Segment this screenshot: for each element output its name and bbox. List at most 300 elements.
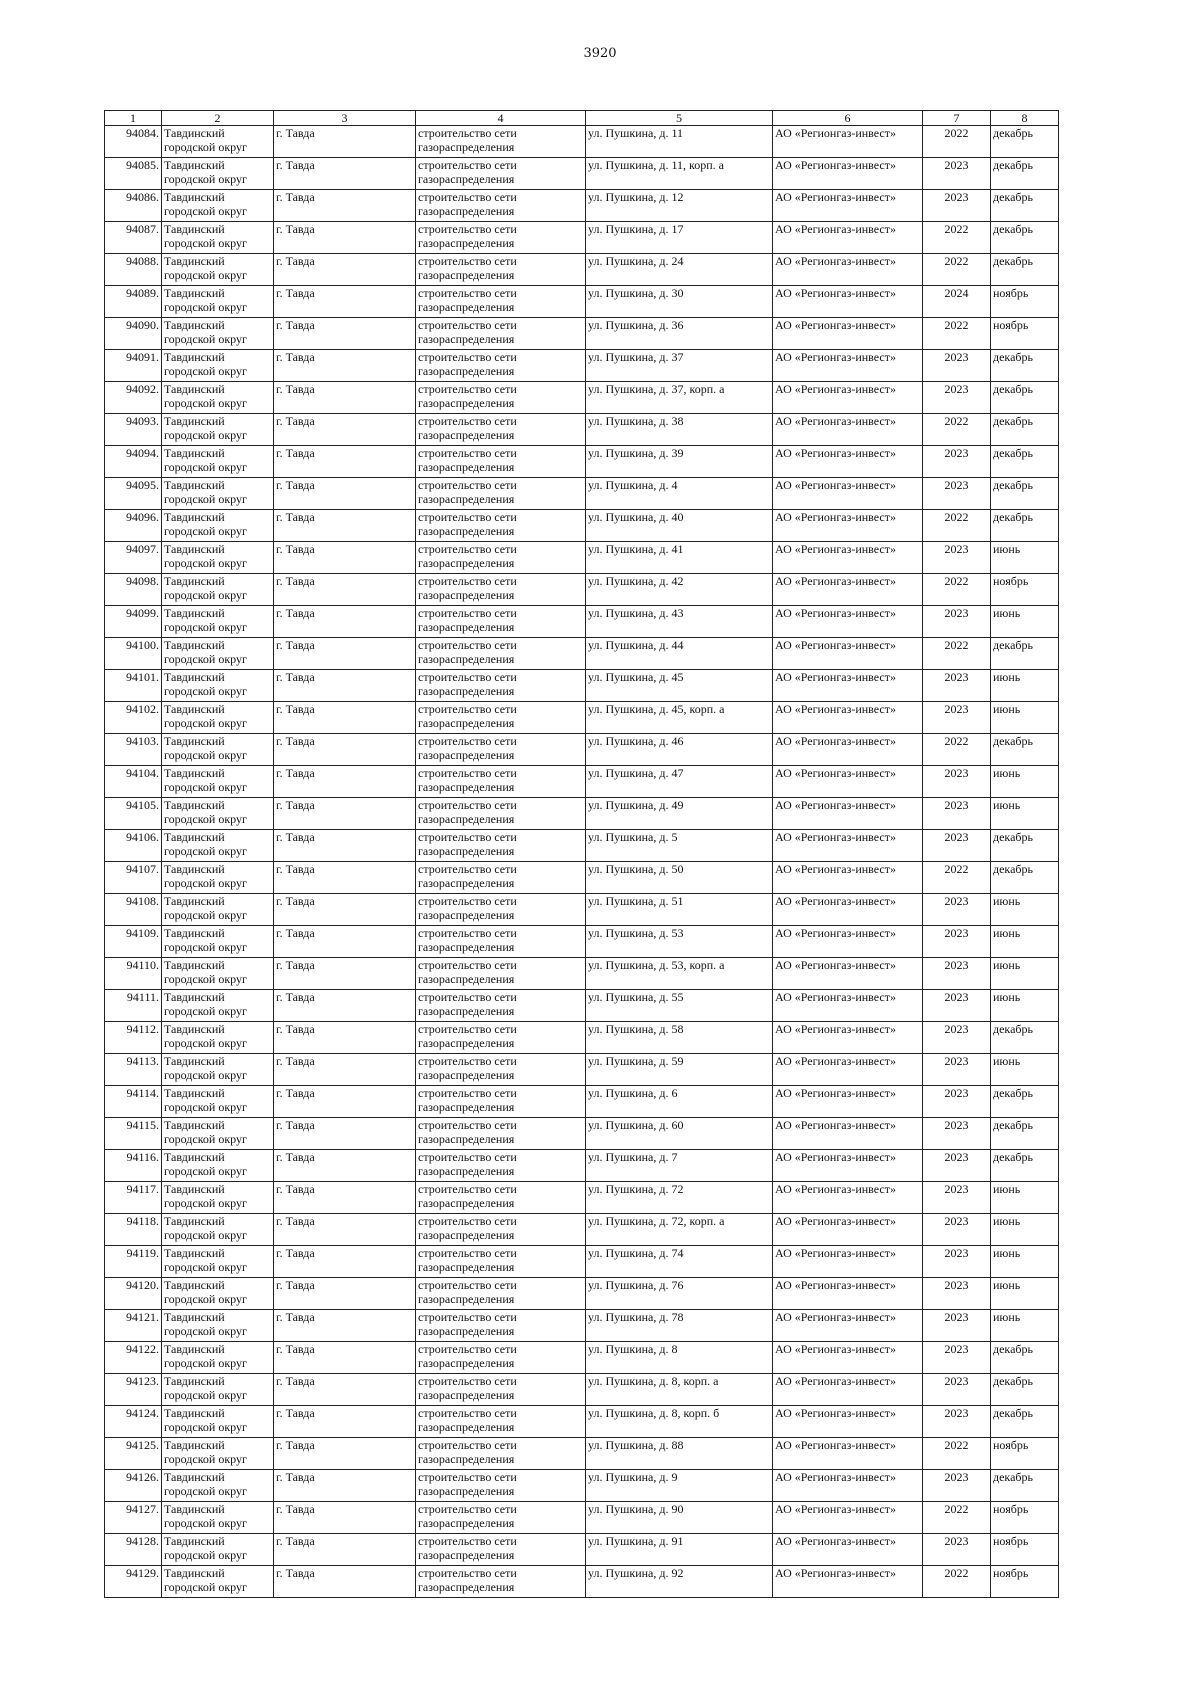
year-cell: 2023	[923, 158, 991, 190]
district-cell	[162, 286, 274, 318]
organization-cell: АО «Регионгаз-инвест»	[773, 1310, 923, 1342]
district-line: городской округ	[164, 780, 247, 794]
locality-cell: г. Тавда	[274, 318, 416, 350]
district-cell	[162, 1022, 274, 1054]
work-type-line: газораспределения	[418, 460, 515, 474]
row-number-cell: 94128.	[105, 1534, 162, 1566]
year-cell: 2022	[923, 126, 991, 158]
locality-cell: г. Тавда	[274, 478, 416, 510]
address-cell: ул. Пушкина, д. 39	[586, 446, 773, 478]
year-cell: 2022	[923, 734, 991, 766]
month-cell: июнь	[991, 1182, 1059, 1214]
organization-cell: АО «Регионгаз-инвест»	[773, 734, 923, 766]
district-line: Тавдинский	[164, 382, 225, 396]
month-cell: декабрь	[991, 510, 1059, 542]
year-cell: 2023	[923, 894, 991, 926]
organization-cell: АО «Регионгаз-инвест»	[773, 1246, 923, 1278]
locality-cell: г. Тавда	[274, 126, 416, 158]
work-type-line: строительство сети	[418, 1406, 517, 1420]
work-type-cell	[416, 574, 586, 606]
work-type-cell	[416, 830, 586, 862]
table-row	[105, 1150, 1059, 1182]
address-cell: ул. Пушкина, д. 88	[586, 1438, 773, 1470]
organization-cell: АО «Регионгаз-инвест»	[773, 158, 923, 190]
organization-cell: АО «Регионгаз-инвест»	[773, 1182, 923, 1214]
work-type-line: газораспределения	[418, 364, 515, 378]
locality-cell: г. Тавда	[274, 926, 416, 958]
month-cell: ноябрь	[991, 1438, 1059, 1470]
work-type-cell	[416, 1214, 586, 1246]
row-number-cell: 94117.	[105, 1182, 162, 1214]
locality-cell: г. Тавда	[274, 350, 416, 382]
district-line: городской округ	[164, 428, 247, 442]
table-row	[105, 638, 1059, 670]
address-cell: ул. Пушкина, д. 17	[586, 222, 773, 254]
row-number-cell: 94110.	[105, 958, 162, 990]
work-type-line: строительство сети	[418, 574, 517, 588]
locality-cell: г. Тавда	[274, 734, 416, 766]
address-cell: ул. Пушкина, д. 40	[586, 510, 773, 542]
district-line: городской округ	[164, 524, 247, 538]
district-line: городской округ	[164, 204, 247, 218]
month-cell: ноябрь	[991, 1566, 1059, 1598]
table-row	[105, 1118, 1059, 1150]
district-line: городской округ	[164, 876, 247, 890]
district-line: Тавдинский	[164, 222, 225, 236]
work-type-line: строительство сети	[418, 670, 517, 684]
month-cell: декабрь	[991, 414, 1059, 446]
district-line: городской округ	[164, 620, 247, 634]
district-cell	[162, 1566, 274, 1598]
organization-cell: АО «Регионгаз-инвест»	[773, 1374, 923, 1406]
work-type-line: газораспределения	[418, 204, 515, 218]
district-line: городской округ	[164, 1068, 247, 1082]
row-number-cell: 94123.	[105, 1374, 162, 1406]
month-cell: декабрь	[991, 638, 1059, 670]
district-line: Тавдинский	[164, 158, 225, 172]
table-row	[105, 414, 1059, 446]
locality-cell: г. Тавда	[274, 190, 416, 222]
district-line: городской округ	[164, 556, 247, 570]
district-line: городской округ	[164, 652, 247, 666]
work-type-line: газораспределения	[418, 1260, 515, 1274]
year-cell: 2023	[923, 1150, 991, 1182]
year-cell: 2022	[923, 222, 991, 254]
row-number-cell: 94112.	[105, 1022, 162, 1054]
address-cell: ул. Пушкина, д. 5	[586, 830, 773, 862]
month-cell: декабрь	[991, 1342, 1059, 1374]
district-line: городской округ	[164, 812, 247, 826]
district-line: городской округ	[164, 140, 247, 154]
year-cell: 2022	[923, 1438, 991, 1470]
table-row	[105, 1534, 1059, 1566]
organization-cell: АО «Регионгаз-инвест»	[773, 1566, 923, 1598]
year-cell: 2023	[923, 382, 991, 414]
district-line: городской округ	[164, 1388, 247, 1402]
address-cell: ул. Пушкина, д. 8, корп. а	[586, 1374, 773, 1406]
locality-cell: г. Тавда	[274, 1086, 416, 1118]
address-cell: ул. Пушкина, д. 45	[586, 670, 773, 702]
work-type-cell	[416, 894, 586, 926]
district-line: городской округ	[164, 460, 247, 474]
district-line: городской округ	[164, 1484, 247, 1498]
month-cell: июнь	[991, 766, 1059, 798]
work-type-line: строительство сети	[418, 286, 517, 300]
district-cell	[162, 126, 274, 158]
month-cell: ноябрь	[991, 1534, 1059, 1566]
locality-cell: г. Тавда	[274, 1054, 416, 1086]
district-line: Тавдинский	[164, 1406, 225, 1420]
table-row	[105, 542, 1059, 574]
district-line: Тавдинский	[164, 1086, 225, 1100]
organization-cell: АО «Регионгаз-инвест»	[773, 1278, 923, 1310]
locality-cell: г. Тавда	[274, 1406, 416, 1438]
row-number-cell: 94118.	[105, 1214, 162, 1246]
row-number-cell: 94107.	[105, 862, 162, 894]
year-cell: 2023	[923, 446, 991, 478]
district-line: городской округ	[164, 332, 247, 346]
year-cell: 2023	[923, 1470, 991, 1502]
district-cell	[162, 1214, 274, 1246]
year-cell: 2023	[923, 670, 991, 702]
year-cell: 2023	[923, 766, 991, 798]
district-line: Тавдинский	[164, 894, 225, 908]
work-type-line: газораспределения	[418, 1292, 515, 1306]
year-cell: 2023	[923, 1022, 991, 1054]
work-type-line: строительство сети	[418, 958, 517, 972]
locality-cell: г. Тавда	[274, 1502, 416, 1534]
locality-cell: г. Тавда	[274, 1278, 416, 1310]
locality-cell: г. Тавда	[274, 1246, 416, 1278]
locality-cell: г. Тавда	[274, 1342, 416, 1374]
work-type-line: строительство сети	[418, 1278, 517, 1292]
organization-cell: АО «Регионгаз-инвест»	[773, 1534, 923, 1566]
work-type-line: строительство сети	[418, 798, 517, 812]
district-cell	[162, 830, 274, 862]
locality-cell: г. Тавда	[274, 574, 416, 606]
district-line: городской округ	[164, 1004, 247, 1018]
address-cell: ул. Пушкина, д. 44	[586, 638, 773, 670]
work-type-cell	[416, 222, 586, 254]
row-number-cell: 94098.	[105, 574, 162, 606]
district-cell	[162, 254, 274, 286]
work-type-line: строительство сети	[418, 478, 517, 492]
column-header: 8	[991, 111, 1059, 126]
work-type-line: строительство сети	[418, 350, 517, 364]
locality-cell: г. Тавда	[274, 286, 416, 318]
work-type-line: газораспределения	[418, 908, 515, 922]
row-number-cell: 94111.	[105, 990, 162, 1022]
organization-cell: АО «Регионгаз-инвест»	[773, 894, 923, 926]
work-type-cell	[416, 766, 586, 798]
work-type-line: газораспределения	[418, 396, 515, 410]
address-cell: ул. Пушкина, д. 43	[586, 606, 773, 638]
locality-cell: г. Тавда	[274, 1182, 416, 1214]
table-row	[105, 1278, 1059, 1310]
year-cell: 2022	[923, 574, 991, 606]
organization-cell: АО «Регионгаз-инвест»	[773, 1086, 923, 1118]
organization-cell: АО «Регионгаз-инвест»	[773, 862, 923, 894]
month-cell: декабрь	[991, 1470, 1059, 1502]
organization-cell: АО «Регионгаз-инвест»	[773, 766, 923, 798]
address-cell: ул. Пушкина, д. 91	[586, 1534, 773, 1566]
row-number-cell: 94099.	[105, 606, 162, 638]
district-cell	[162, 1150, 274, 1182]
district-line: Тавдинский	[164, 1310, 225, 1324]
district-line: городской округ	[164, 588, 247, 602]
work-type-line: газораспределения	[418, 1196, 515, 1210]
work-type-line: строительство сети	[418, 1118, 517, 1132]
district-cell	[162, 542, 274, 574]
row-number-cell: 94092.	[105, 382, 162, 414]
district-line: Тавдинский	[164, 606, 225, 620]
work-type-cell	[416, 126, 586, 158]
year-cell: 2023	[923, 190, 991, 222]
organization-cell: АО «Регионгаз-инвест»	[773, 830, 923, 862]
district-line: Тавдинский	[164, 190, 225, 204]
district-cell	[162, 1502, 274, 1534]
address-cell: ул. Пушкина, д. 24	[586, 254, 773, 286]
table-row	[105, 926, 1059, 958]
organization-cell: АО «Регионгаз-инвест»	[773, 542, 923, 574]
district-cell	[162, 1182, 274, 1214]
address-cell: ул. Пушкина, д. 92	[586, 1566, 773, 1598]
organization-cell: АО «Регионгаз-инвест»	[773, 1150, 923, 1182]
work-type-line: газораспределения	[418, 236, 515, 250]
month-cell: декабрь	[991, 830, 1059, 862]
month-cell: ноябрь	[991, 574, 1059, 606]
locality-cell: г. Тавда	[274, 1214, 416, 1246]
district-line: Тавдинский	[164, 1470, 225, 1484]
work-type-line: строительство сети	[418, 254, 517, 268]
year-cell: 2023	[923, 1534, 991, 1566]
work-type-line: строительство сети	[418, 606, 517, 620]
address-cell: ул. Пушкина, д. 53, корп. а	[586, 958, 773, 990]
district-line: городской округ	[164, 268, 247, 282]
district-line: Тавдинский	[164, 798, 225, 812]
month-cell: июнь	[991, 670, 1059, 702]
address-cell: ул. Пушкина, д. 55	[586, 990, 773, 1022]
district-line: Тавдинский	[164, 990, 225, 1004]
organization-cell: АО «Регионгаз-инвест»	[773, 1470, 923, 1502]
organization-cell: АО «Регионгаз-инвест»	[773, 1022, 923, 1054]
row-number-cell: 94127.	[105, 1502, 162, 1534]
month-cell: июнь	[991, 1246, 1059, 1278]
district-line: Тавдинский	[164, 318, 225, 332]
row-number-cell: 94095.	[105, 478, 162, 510]
work-type-cell	[416, 958, 586, 990]
organization-cell: АО «Регионгаз-инвест»	[773, 990, 923, 1022]
work-type-line: газораспределения	[418, 300, 515, 314]
district-line: городской округ	[164, 172, 247, 186]
year-cell: 2022	[923, 862, 991, 894]
district-line: Тавдинский	[164, 126, 225, 140]
work-type-cell	[416, 1342, 586, 1374]
row-number-cell: 94104.	[105, 766, 162, 798]
row-number-cell: 94097.	[105, 542, 162, 574]
organization-cell: АО «Регионгаз-инвест»	[773, 574, 923, 606]
year-cell: 2022	[923, 638, 991, 670]
row-number-cell: 94113.	[105, 1054, 162, 1086]
work-type-line: строительство сети	[418, 734, 517, 748]
district-line: Тавдинский	[164, 1022, 225, 1036]
locality-cell: г. Тавда	[274, 510, 416, 542]
locality-cell: г. Тавда	[274, 382, 416, 414]
month-cell: декабрь	[991, 1374, 1059, 1406]
district-cell	[162, 1118, 274, 1150]
locality-cell: г. Тавда	[274, 798, 416, 830]
work-type-line: строительство сети	[418, 1502, 517, 1516]
work-type-cell	[416, 606, 586, 638]
table-row	[105, 286, 1059, 318]
district-line: Тавдинский	[164, 1438, 225, 1452]
district-line: Тавдинский	[164, 1150, 225, 1164]
district-cell	[162, 638, 274, 670]
work-type-line: газораспределения	[418, 1164, 515, 1178]
work-type-cell	[416, 1246, 586, 1278]
locality-cell: г. Тавда	[274, 1470, 416, 1502]
table-row	[105, 382, 1059, 414]
district-line: Тавдинский	[164, 542, 225, 556]
locality-cell: г. Тавда	[274, 542, 416, 574]
work-type-cell	[416, 158, 586, 190]
work-type-cell	[416, 1502, 586, 1534]
district-line: Тавдинский	[164, 638, 225, 652]
table-row	[105, 1246, 1059, 1278]
address-cell: ул. Пушкина, д. 60	[586, 1118, 773, 1150]
month-cell: июнь	[991, 798, 1059, 830]
work-type-cell	[416, 1566, 586, 1598]
district-cell	[162, 894, 274, 926]
month-cell: ноябрь	[991, 1502, 1059, 1534]
locality-cell: г. Тавда	[274, 1438, 416, 1470]
year-cell: 2022	[923, 510, 991, 542]
work-type-line: строительство сети	[418, 638, 517, 652]
organization-cell: АО «Регионгаз-инвест»	[773, 606, 923, 638]
month-cell: декабрь	[991, 382, 1059, 414]
locality-cell: г. Тавда	[274, 958, 416, 990]
district-cell	[162, 510, 274, 542]
table-row	[105, 766, 1059, 798]
organization-cell: АО «Регионгаз-инвест»	[773, 926, 923, 958]
row-number-cell: 94093.	[105, 414, 162, 446]
table-body	[105, 126, 1059, 1598]
work-type-line: строительство сети	[418, 222, 517, 236]
organization-cell: АО «Регионгаз-инвест»	[773, 318, 923, 350]
month-cell: декабрь	[991, 1022, 1059, 1054]
work-type-cell	[416, 702, 586, 734]
table-row	[105, 478, 1059, 510]
work-type-cell	[416, 510, 586, 542]
address-cell: ул. Пушкина, д. 9	[586, 1470, 773, 1502]
address-cell: ул. Пушкина, д. 8	[586, 1342, 773, 1374]
district-cell	[162, 190, 274, 222]
month-cell: декабрь	[991, 1118, 1059, 1150]
month-cell: декабрь	[991, 1150, 1059, 1182]
table-row	[105, 446, 1059, 478]
work-type-line: газораспределения	[418, 1452, 515, 1466]
row-number-cell: 94129.	[105, 1566, 162, 1598]
column-header: 2	[162, 111, 274, 126]
work-type-line: газораспределения	[418, 332, 515, 346]
work-type-cell	[416, 1470, 586, 1502]
address-cell: ул. Пушкина, д. 8, корп. б	[586, 1406, 773, 1438]
work-type-line: строительство сети	[418, 702, 517, 716]
district-line: Тавдинский	[164, 1278, 225, 1292]
row-number-cell: 94096.	[105, 510, 162, 542]
district-line: городской округ	[164, 492, 247, 506]
work-type-line: газораспределения	[418, 268, 515, 282]
district-line: Тавдинский	[164, 286, 225, 300]
district-cell	[162, 1534, 274, 1566]
work-type-line: газораспределения	[418, 524, 515, 538]
year-cell: 2024	[923, 286, 991, 318]
district-line: Тавдинский	[164, 1534, 225, 1548]
district-line: городской округ	[164, 1452, 247, 1466]
locality-cell: г. Тавда	[274, 1310, 416, 1342]
organization-cell: АО «Регионгаз-инвест»	[773, 414, 923, 446]
district-line: Тавдинский	[164, 1054, 225, 1068]
work-type-line: строительство сети	[418, 1086, 517, 1100]
address-cell: ул. Пушкина, д. 45, корп. а	[586, 702, 773, 734]
table-row	[105, 1310, 1059, 1342]
row-number-cell: 94102.	[105, 702, 162, 734]
month-cell: декабрь	[991, 862, 1059, 894]
row-number-cell: 94120.	[105, 1278, 162, 1310]
table-row	[105, 1406, 1059, 1438]
locality-cell: г. Тавда	[274, 414, 416, 446]
table-row	[105, 1470, 1059, 1502]
work-type-cell	[416, 1022, 586, 1054]
table-row	[105, 1182, 1059, 1214]
organization-cell: АО «Регионгаз-инвест»	[773, 190, 923, 222]
address-cell: ул. Пушкина, д. 42	[586, 574, 773, 606]
district-cell	[162, 990, 274, 1022]
work-type-line: газораспределения	[418, 844, 515, 858]
address-cell: ул. Пушкина, д. 37, корп. а	[586, 382, 773, 414]
locality-cell: г. Тавда	[274, 1118, 416, 1150]
district-line: городской округ	[164, 1580, 247, 1594]
address-cell: ул. Пушкина, д. 30	[586, 286, 773, 318]
locality-cell: г. Тавда	[274, 446, 416, 478]
address-cell: ул. Пушкина, д. 7	[586, 1150, 773, 1182]
district-line: городской округ	[164, 1516, 247, 1530]
work-type-line: строительство сети	[418, 190, 517, 204]
month-cell: декабрь	[991, 158, 1059, 190]
month-cell: декабрь	[991, 446, 1059, 478]
district-line: городской округ	[164, 1292, 247, 1306]
row-number-cell: 94100.	[105, 638, 162, 670]
row-number-cell: 94109.	[105, 926, 162, 958]
locality-cell: г. Тавда	[274, 1534, 416, 1566]
work-type-line: строительство сети	[418, 894, 517, 908]
table-row	[105, 670, 1059, 702]
address-cell: ул. Пушкина, д. 46	[586, 734, 773, 766]
district-line: Тавдинский	[164, 862, 225, 876]
work-type-line: строительство сети	[418, 1214, 517, 1228]
table-row	[105, 510, 1059, 542]
organization-cell: АО «Регионгаз-инвест»	[773, 286, 923, 318]
table-row	[105, 606, 1059, 638]
locality-cell: г. Тавда	[274, 638, 416, 670]
locality-cell: г. Тавда	[274, 670, 416, 702]
district-line: Тавдинский	[164, 830, 225, 844]
district-cell	[162, 1374, 274, 1406]
work-type-line: газораспределения	[418, 812, 515, 826]
work-type-line: строительство сети	[418, 1150, 517, 1164]
work-type-line: строительство сети	[418, 766, 517, 780]
district-cell	[162, 318, 274, 350]
